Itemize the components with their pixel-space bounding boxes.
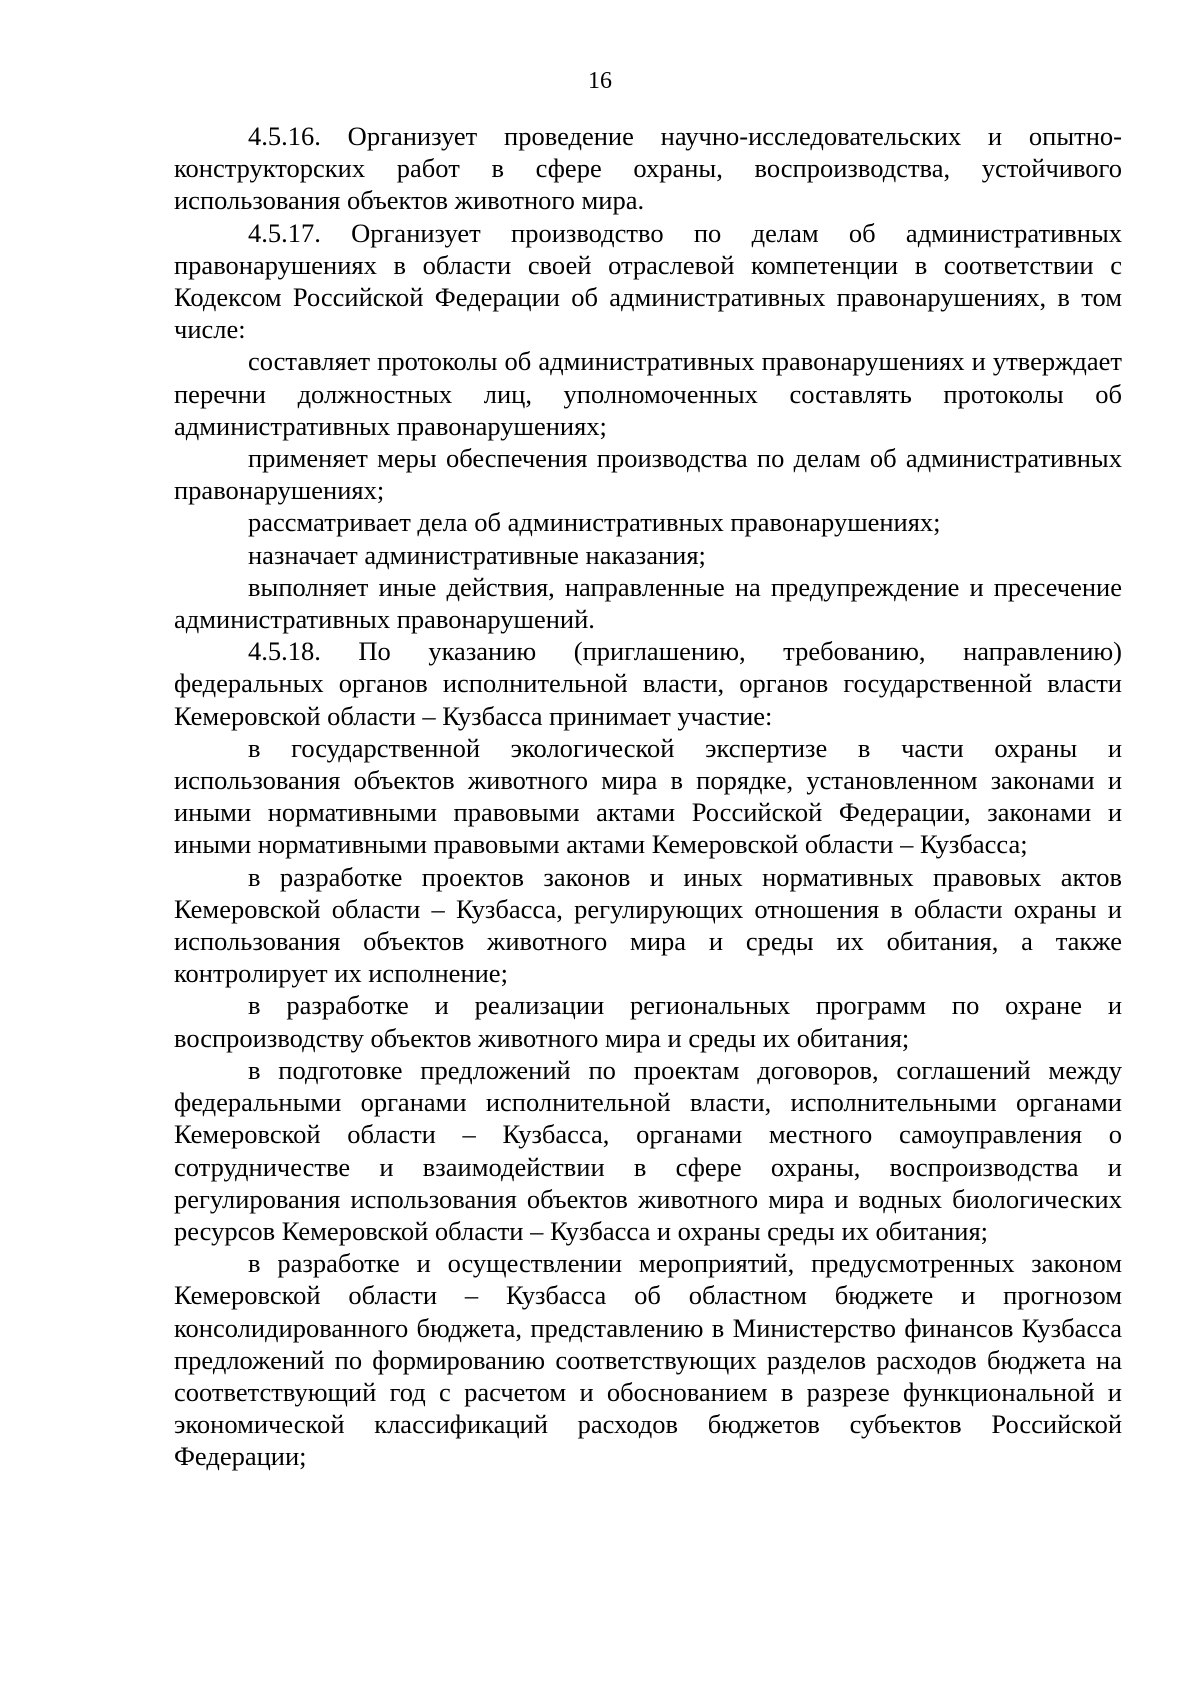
list-item: в подготовке предложений по проектам договоров, соглашений между федеральными органами исполнительной власти, исполнительными органами Кемеровской области – Кузбасса, органами местного самоуправления о сотрудничестве и взаимодействии в сфере охраны, воспроизводства и регулирования использования объектов животного мира и водных биологических ресурсов Кемеровской области – Кузбасса и охраны среды их обитания; — [174, 1054, 1122, 1246]
list-item: в разработке и осуществлении мероприятий, предусмотренных законом Кемеровской области – Кузбасса об областном бюджете и прогнозом консолидированного бюджета, представлению в Министерство финансов Кузбасса предложений по формированию соответствующих разделов расходов бюджета на соответствующий год с расчетом и обоснованием в разрезе функциональной и экономической классификаций расходов бюджетов субъектов Российской Федерации; — [174, 1248, 1122, 1472]
list-item: в разработке проектов законов и иных нормативных правовых актов Кемеровской области – Кузбасса, регулирующих отношения в области охраны и использования объектов животного мира и среды их обитания, а также контролирует их исполнение; — [174, 861, 1122, 989]
list-item: применяет меры обеспечения производства по делам об административных правонарушениях; — [174, 443, 1122, 506]
page-number: 16 — [588, 68, 612, 94]
list-item: в разработке и реализации региональных программ по охране и воспроизводству объектов животного мира и среды их обитания; — [174, 990, 1122, 1053]
list-item: выполняет иные действия, направленные на предупреждение и пресечение административных правонарушений. — [174, 571, 1122, 635]
paragraph-4-5-16: 4.5.16. Организует проведение научно-исследовательских и опытно-конструкторских работ в сфере охраны, воспроизводства, устойчивого использования объектов животного мира. — [174, 121, 1122, 216]
paragraph-4-5-18: 4.5.18. По указанию (приглашению, требованию, направлению) федеральных органов исполнительной власти, органов государственной власти Кемеровской области – Кузбасса принимает участие: — [174, 636, 1122, 731]
paragraph-4-5-17: 4.5.17. Организует производство по делам об административных правонарушениях в области своей отраслевой компетенции в соответствии с Кодексом Российской Федерации об административных правонарушениях, в том числе: — [174, 217, 1122, 345]
document-body — [174, 120, 1122, 1473]
list-item: назначает административные наказания; — [248, 539, 706, 570]
list-item: в государственной экологической экспертизе в части охраны и использования объектов животного мира в порядке, установленном законами и иными нормативными правовыми актами Российской Федерации, законами и иными нормативными правовыми актами Кемеровской области – Кузбасса; — [174, 732, 1122, 860]
list-item: рассматривает дела об административных правонарушениях; — [248, 507, 941, 538]
list-item: составляет протоколы об административных правонарушениях и утверждает перечни должностных лиц, уполномоченных составлять протоколы об административных правонарушениях; — [174, 346, 1122, 441]
